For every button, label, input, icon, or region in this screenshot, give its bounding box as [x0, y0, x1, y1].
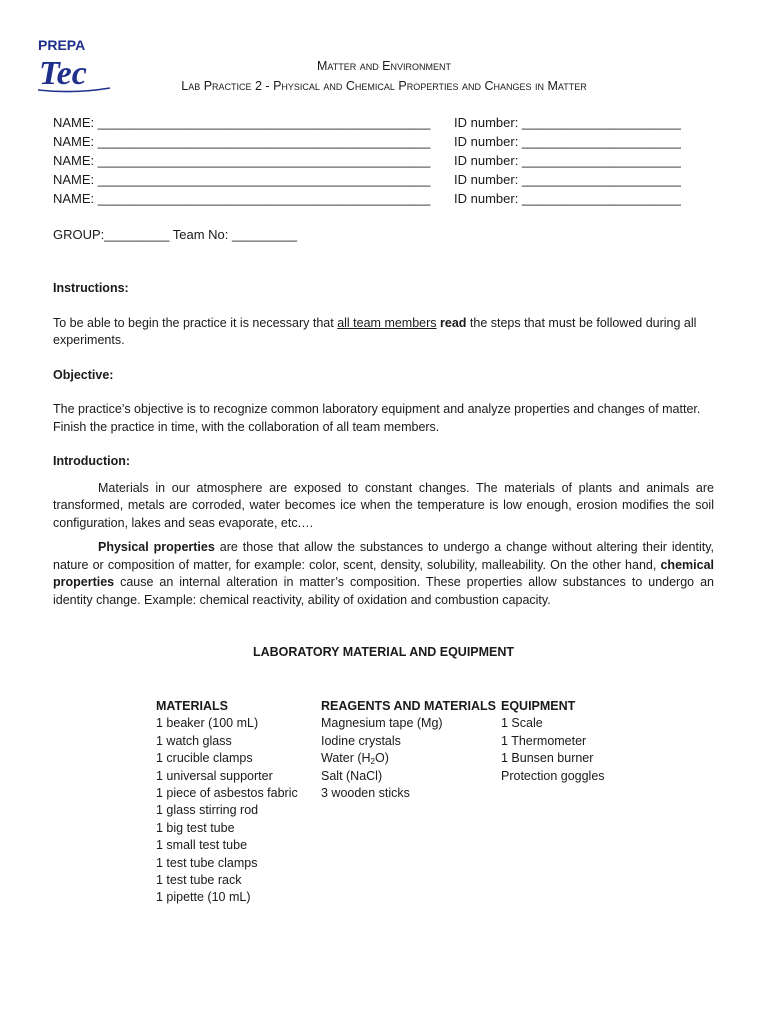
materials-column	[156, 698, 298, 907]
signature-row	[53, 170, 713, 189]
bold-word: read	[440, 315, 467, 330]
list-item: Protection goggles	[501, 768, 605, 783]
main-content	[53, 280, 714, 609]
id-line: ID number: ______________________	[454, 191, 681, 206]
id-line: ID number: ______________________	[454, 172, 681, 187]
signature-row	[53, 132, 713, 151]
materials-heading: MATERIALS	[156, 699, 228, 713]
physical-properties-term: Physical properties	[98, 540, 215, 554]
name-line: NAME: ______________________________________________	[53, 153, 431, 168]
logo-top-text: PREPA	[38, 37, 86, 53]
id-line: ID number: ______________________	[454, 134, 681, 149]
equipment-column	[501, 698, 605, 785]
equipment-heading: EQUIPMENT	[501, 699, 576, 713]
lab-material-title: LABORATORY MATERIAL AND EQUIPMENT	[252, 645, 515, 659]
objective-heading: Objective:	[53, 367, 114, 382]
signature-row	[53, 113, 713, 132]
list-item: 1 test tube rack	[156, 873, 242, 888]
signature-row	[53, 151, 713, 170]
list-item: 1 universal supporter	[156, 768, 273, 783]
list-item: Salt (NaCl)	[321, 768, 383, 783]
reagents-heading: REAGENTS AND MATERIALS	[321, 699, 496, 713]
id-line: ID number: ______________________	[454, 115, 681, 130]
introduction-heading: Introduction:	[53, 454, 131, 468]
list-item: Magnesium tape (Mg)	[321, 716, 443, 731]
objective-text: The practice’s objective is to recognize common laboratory equipment and analyze properties and changes of matter. Finish the practice in time, with the collaboration of all team members.	[53, 402, 701, 434]
instructions-text: To be able to begin the practice it is necessary that all team members read the steps that must be followed during all experiments.	[53, 315, 697, 347]
list-item: 1 Scale	[501, 716, 543, 731]
list-item: 1 glass stirring rod	[156, 803, 259, 818]
practice-title: Lab Practice 2 - Physical and Chemical Properties and Changes in Matter	[181, 79, 587, 93]
chemical-properties-term: chemical properties	[53, 557, 714, 589]
logo-bottom-text: Tec	[39, 55, 87, 92]
name-line: NAME: ______________________________________________	[53, 172, 431, 187]
list-item: 1 small test tube	[156, 838, 248, 853]
introduction-paragraph-1: Materials in our atmosphere are exposed to constant changes. The materials of plants and animals are transformed, metals are corroded, water becomes ice when the temperature is low enough, erosion modifies the soil configuration, lakes and seas evaporate, etc.…	[53, 480, 714, 530]
group-team-line: GROUP:_________ Team No: _________	[53, 227, 298, 242]
signature-row	[53, 189, 713, 208]
reagents-column	[321, 698, 496, 802]
id-line: ID number: ______________________	[454, 153, 681, 168]
list-item: 1 beaker (100 mL)	[156, 716, 259, 731]
name-line: NAME: ______________________________________________	[53, 115, 431, 130]
signature-block	[53, 113, 713, 208]
name-line: NAME: ______________________________________________	[53, 191, 431, 206]
document-header	[130, 56, 638, 96]
underlined-phrase: all team members	[337, 315, 437, 330]
list-item: 1 Bunsen burner	[501, 751, 594, 766]
instructions-heading: Instructions:	[53, 281, 129, 295]
list-item: 1 test tube clamps	[156, 855, 258, 870]
list-item: 1 piece of asbestos fabric	[156, 786, 298, 801]
list-item: 3 wooden sticks	[321, 786, 410, 801]
introduction-paragraph-2: Physical properties are those that allow the substances to undergo a change without altering their identity, nature or composition of matter, for example: color, scent, density, solubility, malleability. On the other hand, chemical properties cause an internal alteration in matter’s composition. These properties allow substances to undergo an identity change. Example: chemical reactivity, ability of oxidation and combustion capacity.	[53, 540, 715, 607]
list-item: 1 crucible clamps	[156, 751, 253, 766]
list-item: 1 watch glass	[156, 733, 232, 748]
prepa-tec-logo	[36, 36, 112, 96]
name-line: NAME: ______________________________________________	[53, 134, 431, 149]
list-item: 1 pipette (10 mL)	[156, 890, 251, 905]
list-item: 1 big test tube	[156, 820, 235, 835]
list-item: Iodine crystals	[321, 733, 401, 748]
course-title: Matter and Environment	[316, 59, 452, 73]
list-item: 1 Thermometer	[501, 733, 587, 748]
list-item: Water $(H_2O)$	[321, 751, 389, 767]
